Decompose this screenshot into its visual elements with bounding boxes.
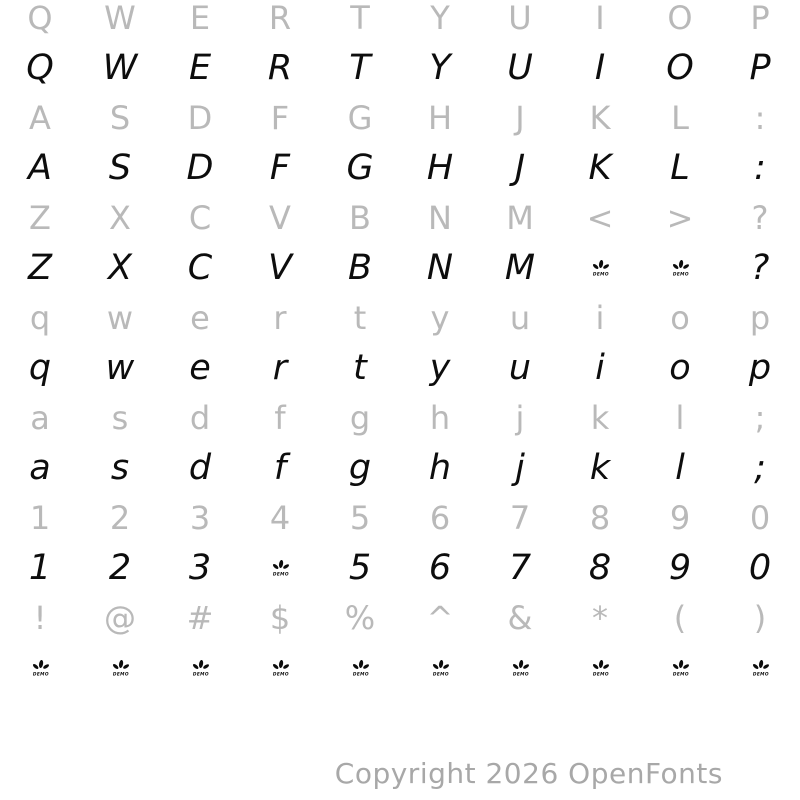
glyph-row <box>0 493 800 543</box>
glyph-cell: U <box>507 47 533 88</box>
glyph-cell: u <box>509 299 531 337</box>
glyph-cell: q <box>28 347 52 388</box>
demo-glyph-icon <box>431 660 450 677</box>
glyph-row <box>0 593 800 643</box>
demo-glyph-icon <box>591 260 610 277</box>
glyph-cell: # <box>186 599 214 637</box>
glyph-cell: I <box>594 47 606 88</box>
glyph-cell: A <box>28 147 52 188</box>
glyph-cell: j <box>515 399 525 437</box>
glyph-cell: u <box>508 347 532 388</box>
glyph-cell: s <box>110 447 130 488</box>
glyph-cell: ! <box>33 599 47 637</box>
glyph-cell: V <box>269 199 291 237</box>
glyph-cell: j <box>515 447 525 488</box>
svg-text:DEMO: DEMO <box>272 672 289 677</box>
glyph-cell: e <box>189 347 211 388</box>
glyph-cell: $ <box>269 599 291 637</box>
copyright-text: Copyright 2026 OpenFonts <box>334 757 723 790</box>
demo-glyph-cell <box>240 543 320 593</box>
glyph-cell: K <box>588 147 612 188</box>
demo-glyph-cell <box>320 643 400 693</box>
glyph-cell: h <box>429 399 451 437</box>
glyph-cell: q <box>29 299 51 337</box>
glyph-cell: 5 <box>349 499 371 537</box>
glyph-cell: U <box>508 0 532 37</box>
glyph-cell: l <box>675 447 685 488</box>
glyph-row <box>0 293 800 343</box>
glyph-cell: Q <box>27 0 53 37</box>
glyph-cell: Z <box>29 199 51 237</box>
demo-glyph-icon <box>271 560 290 577</box>
glyph-cell: e <box>190 299 210 337</box>
svg-text:DEMO: DEMO <box>112 672 129 677</box>
glyph-cell: 8 <box>588 547 612 588</box>
glyph-cell: X <box>108 247 132 288</box>
svg-text:DEMO: DEMO <box>432 672 449 677</box>
glyph-cell: 7 <box>508 547 532 588</box>
glyph-cell: g <box>349 399 371 437</box>
demo-glyph-icon <box>511 660 530 677</box>
glyph-cell: 5 <box>348 547 372 588</box>
glyph-cell: B <box>349 199 371 237</box>
demo-glyph-cell <box>80 643 160 693</box>
glyph-cell: B <box>347 247 372 288</box>
glyph-cell: F <box>270 99 290 137</box>
svg-text:DEMO: DEMO <box>192 672 209 677</box>
glyph-cell: P <box>750 0 770 37</box>
glyph-cell: 9 <box>669 499 691 537</box>
glyph-cell: : <box>754 147 766 188</box>
demo-glyph-cell <box>640 243 720 293</box>
demo-glyph-icon <box>31 660 50 677</box>
glyph-cell: Q <box>26 47 54 88</box>
glyph-cell: a <box>30 399 50 437</box>
glyph-cell: M <box>504 247 536 288</box>
glyph-cell: ; <box>754 399 766 437</box>
glyph-cell: 1 <box>28 547 52 588</box>
glyph-cell: k <box>590 399 610 437</box>
glyph-cell: X <box>109 199 131 237</box>
demo-glyph-icon <box>671 660 690 677</box>
glyph-cell: 6 <box>428 547 452 588</box>
svg-text:DEMO: DEMO <box>32 672 49 677</box>
glyph-cell: w <box>105 347 135 388</box>
svg-text:DEMO: DEMO <box>352 672 369 677</box>
glyph-cell: ; <box>754 447 766 488</box>
glyph-cell: d <box>189 399 211 437</box>
glyph-cell: P <box>749 47 771 88</box>
glyph-cell: < <box>586 199 614 237</box>
glyph-row <box>0 343 800 393</box>
glyph-cell: k <box>589 447 611 488</box>
glyph-cell: i <box>595 347 605 388</box>
glyph-cell: D <box>187 99 213 137</box>
glyph-cell: 3 <box>188 547 212 588</box>
glyph-cell: o <box>669 347 691 388</box>
glyph-cell: I <box>595 0 605 37</box>
glyph-cell: N <box>428 199 452 237</box>
glyph-cell: H <box>426 147 454 188</box>
glyph-cell: ? <box>751 199 769 237</box>
glyph-cell: t <box>353 299 367 337</box>
svg-text:DEMO: DEMO <box>592 672 609 677</box>
glyph-cell: H <box>427 99 453 137</box>
glyph-row <box>0 143 800 193</box>
glyph-cell: S <box>108 147 132 188</box>
svg-text:DEMO: DEMO <box>672 272 689 277</box>
glyph-cell: F <box>269 147 291 188</box>
glyph-cell: W <box>104 0 136 37</box>
glyph-cell: Y <box>430 0 450 37</box>
demo-glyph-cell <box>0 643 80 693</box>
glyph-cell: s <box>111 399 129 437</box>
demo-glyph-icon <box>271 660 290 677</box>
glyph-cell: g <box>348 447 372 488</box>
glyph-cell: & <box>507 599 533 637</box>
glyph-cell: ( <box>673 599 687 637</box>
glyph-row <box>0 543 800 593</box>
glyph-cell: D <box>186 147 214 188</box>
glyph-cell: t <box>353 347 367 388</box>
glyph-cell: C <box>187 247 213 288</box>
glyph-cell: 8 <box>589 499 611 537</box>
glyph-cell: T <box>350 0 370 37</box>
svg-text:DEMO: DEMO <box>592 272 609 277</box>
glyph-cell: 6 <box>429 499 451 537</box>
glyph-cell: E <box>188 47 212 88</box>
glyph-cell: 3 <box>189 499 211 537</box>
glyph-cell: C <box>188 199 212 237</box>
glyph-cell: 0 <box>749 499 771 537</box>
demo-glyph-icon <box>351 660 370 677</box>
glyph-cell: f <box>274 399 286 437</box>
glyph-cell: 0 <box>748 547 772 588</box>
glyph-cell: E <box>189 0 211 37</box>
glyph-cell: N <box>426 247 454 288</box>
glyph-row <box>0 643 800 693</box>
glyph-cell: 2 <box>109 499 131 537</box>
glyph-cell: J <box>515 99 525 137</box>
glyph-cell: A <box>29 99 51 137</box>
svg-text:DEMO: DEMO <box>272 572 289 577</box>
glyph-cell: i <box>595 299 605 337</box>
demo-glyph-cell <box>240 643 320 693</box>
glyph-cell: ^ <box>426 599 454 637</box>
svg-text:DEMO: DEMO <box>752 672 769 677</box>
glyph-cell: p <box>748 347 772 388</box>
demo-glyph-icon <box>191 660 210 677</box>
demo-glyph-icon <box>751 660 770 677</box>
glyph-row <box>0 243 800 293</box>
glyph-cell: S <box>109 99 131 137</box>
glyph-cell: 4 <box>269 499 291 537</box>
glyph-cell: R <box>268 0 292 37</box>
glyph-row <box>0 393 800 443</box>
glyph-row <box>0 443 800 493</box>
glyph-cell: 2 <box>108 547 132 588</box>
glyph-cell: l <box>675 399 685 437</box>
demo-glyph-cell <box>560 643 640 693</box>
glyph-row <box>0 193 800 243</box>
demo-glyph-cell <box>480 643 560 693</box>
glyph-cell: h <box>428 447 452 488</box>
glyph-cell: @ <box>104 599 136 637</box>
glyph-cell: R <box>267 47 293 88</box>
svg-text:DEMO: DEMO <box>512 672 529 677</box>
glyph-cell: T <box>349 47 371 88</box>
glyph-cell: L <box>671 99 689 137</box>
glyph-cell: r <box>272 347 288 388</box>
demo-glyph-cell <box>160 643 240 693</box>
glyph-cell: O <box>667 0 693 37</box>
glyph-cell: o <box>670 299 690 337</box>
glyph-cell: K <box>589 99 611 137</box>
glyph-cell: > <box>666 199 694 237</box>
glyph-cell: a <box>29 447 51 488</box>
glyph-row <box>0 93 800 143</box>
glyph-row <box>0 0 800 43</box>
glyph-cell: G <box>346 147 374 188</box>
glyph-cell: Y <box>429 47 451 88</box>
glyph-cell: ) <box>753 599 767 637</box>
glyph-cell: p <box>749 299 771 337</box>
glyph-cell: y <box>429 347 451 388</box>
svg-text:DEMO: DEMO <box>672 672 689 677</box>
demo-glyph-cell <box>400 643 480 693</box>
glyph-cell: y <box>430 299 450 337</box>
glyph-cell: 7 <box>509 499 531 537</box>
demo-glyph-cell <box>640 643 720 693</box>
demo-glyph-icon <box>671 260 690 277</box>
glyph-cell: J <box>514 147 526 188</box>
demo-glyph-cell <box>720 643 800 693</box>
glyph-cell: % <box>344 599 376 637</box>
glyph-cell: * <box>592 599 608 637</box>
glyph-cell: w <box>106 299 134 337</box>
glyph-cell: G <box>347 99 373 137</box>
glyph-cell: r <box>273 299 287 337</box>
glyph-cell: f <box>273 447 287 488</box>
glyph-cell: O <box>666 47 694 88</box>
glyph-cell: Z <box>28 247 52 288</box>
glyph-cell: M <box>506 199 534 237</box>
glyph-cell: d <box>188 447 212 488</box>
glyph-cell: 9 <box>668 547 692 588</box>
glyph-cell: W <box>102 47 138 88</box>
glyph-cell: ? <box>750 247 770 288</box>
glyph-cell: L <box>670 147 690 188</box>
demo-glyph-icon <box>111 660 130 677</box>
glyph-row <box>0 43 800 93</box>
demo-glyph-cell <box>560 243 640 293</box>
glyph-cell: V <box>268 247 292 288</box>
glyph-cell: : <box>754 99 766 137</box>
glyph-cell: 1 <box>29 499 51 537</box>
demo-glyph-icon <box>591 660 610 677</box>
